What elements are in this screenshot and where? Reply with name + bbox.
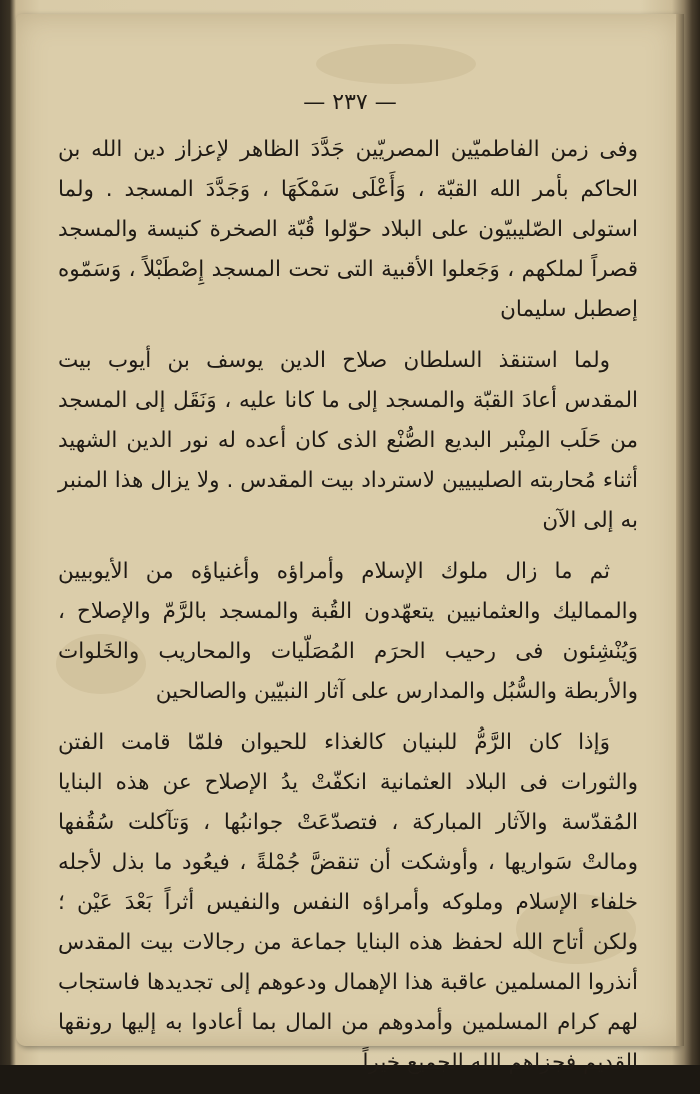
paragraph: وفى زمن الفاطميّين المصريّين جَدَّدَ الظاهر لإعزاز دين الله بن الحاكم بأمر الله القبّة ، وَأَعْلَى سَمْكَهَا ، وَجَدَّدَ المسجد . ولما استولى الصّليبيّون على البلاد حوّلوا قُبّة الصخرة كنيسة والمسجد قصراً لملكهم ، وَجَعلوا الأقبية التى تحت المسجد إِصْطَبْلاً ، وَسَمّوه إصطبل سليمان	[58, 137, 638, 322]
paragraph: ثم ما زال ملوك الإسلام وأمراؤه وأغنياؤه من الأيوبيين والمماليك والعثمانيين يتعهّدون القُبة والمسجد بالرَّمّ والإصلاح ، وَيُنْشِئون فى رحيب الحرَم المُصَلّيات والمحاريب والخَلوات والأربطة والسُّبُل والمدارس على آثار النبيّين والصالحين	[58, 559, 638, 704]
paragraph: وَإذا كان الرَّمُّ للبنيان كالغذاء للحيوان فلمّا قامت الفتن والثورات فى البلاد العثمانية انكفّتْ يدُ الإصلاح عن هذه البنايا المُقدّسة والآثار المباركة ، فتصدّعَتْ جوانبُها ، وَتآكلت سُقُفها ومالتْ سَواريها ، وأوشكت أن تنقضَّ جُمْلةً ، فيعُود ما بذل لأجله خلفاء الإسلام وملوكه وأمراؤه النفس والنفيس أثراً بَعْدَ عَيْن ؛ ولكن أتاح الله لحفظ هذه البنايا جماعة من رجالات بيت المقدس أنذروا المسلمين عاقبة هذا الإهمال ودعوهم إلى تجديدها فاستجاب لهم كرام المسلمين وأمدوهم من المال بما أعادوا به إليها رونقها القديم فجزاهم الله الجميع خيراً	[58, 730, 638, 1075]
page-number: — ٢٣٧ —	[303, 90, 397, 115]
body-text	[58, 130, 638, 1094]
paragraph: ولما استنقذ السلطان صلاح الدين يوسف بن أيوب بيت المقدس أعادَ القبّة والمسجد إلى ما كانا عليه ، وَنَقَل إلى المسجد من حَلَب المِنْبر البديع الصُّنْع الذى كان أعده له نور الدين الشهيد أثناء مُحاربته الصليبيين لاسترداد بيت المقدس . ولا يزال هذا المنبر به إلى الآن	[58, 348, 638, 533]
paper-stain	[316, 44, 476, 84]
